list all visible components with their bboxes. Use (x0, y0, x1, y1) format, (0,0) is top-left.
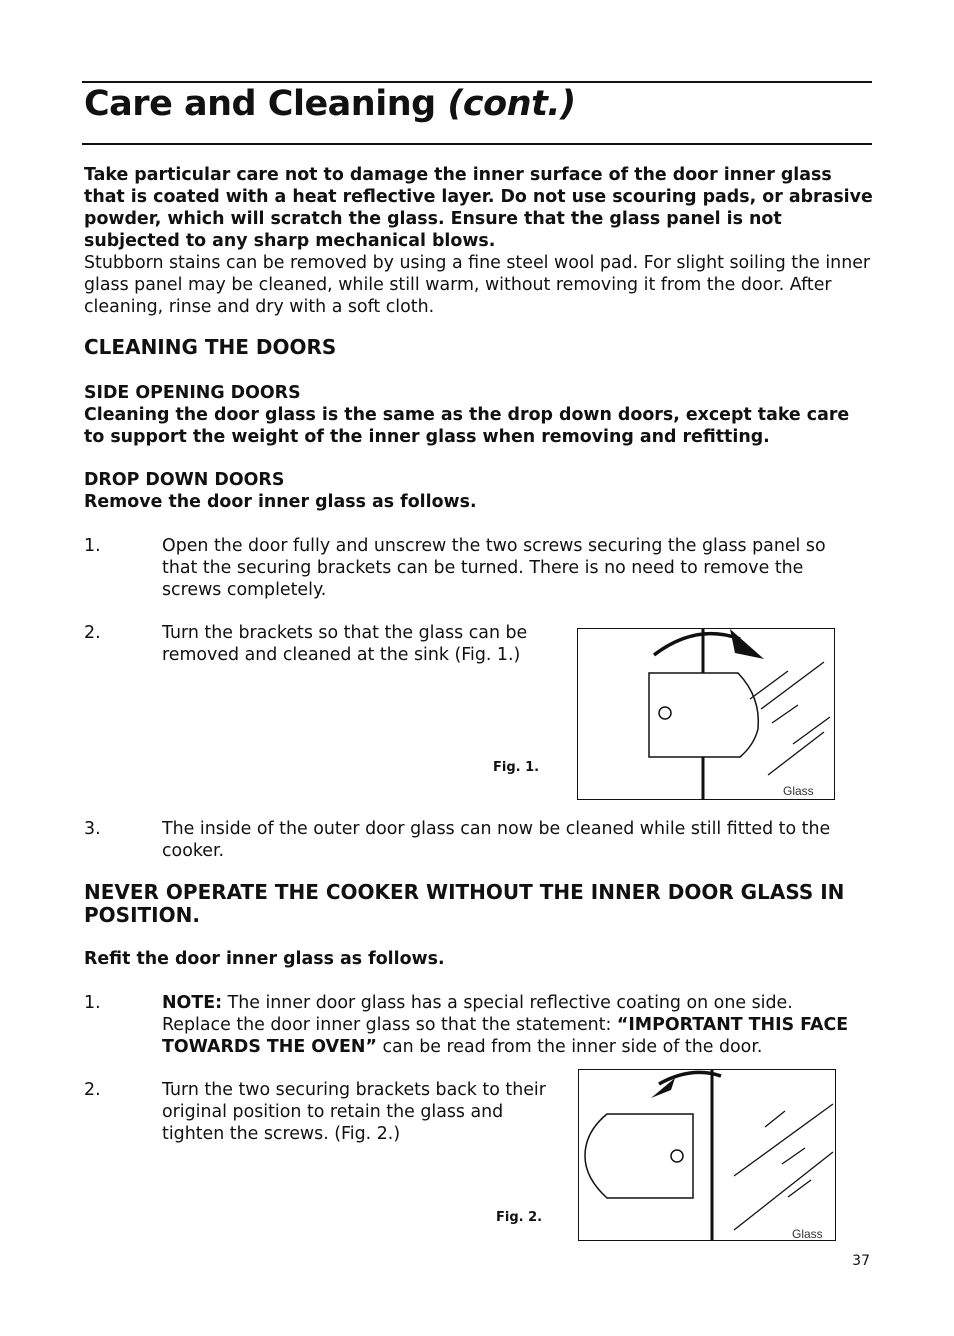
note-text-b: can be read from the inner side of the door. (382, 1037, 763, 1057)
fig1-glass-line (768, 732, 824, 775)
refit-subheading: Refit the door inner glass as follows. (84, 949, 445, 969)
page-title-cont: (cont.) (447, 84, 576, 124)
page-number: 37 (852, 1253, 870, 1269)
fig1-glass-line (761, 662, 824, 709)
side-opening-text: Cleaning the door glass is the same as the drop down doors, except take care to support the weight of the inner glass when removing and refitting. (84, 405, 850, 447)
glass-care-warning: Take particular care not to damage the inner surface of the door inner glass that is coated with a heat reflective layer. Do not use scouring pads, or abrasive powder, which will scratch the glass. Ensure that the glass panel is not subjected to any sharp mechanical blows. (84, 165, 873, 251)
fig1-rotation-arc (654, 634, 740, 655)
step-text: Turn the brackets so that the glass can be removed and cleaned at the sink (Fig. 1.) (162, 623, 528, 665)
fig2-screw-icon (671, 1150, 683, 1162)
fig2-glass-line (765, 1111, 785, 1127)
fig2-diagram (578, 1069, 836, 1241)
fig1-glass-label: Glass (783, 784, 814, 798)
step-number: 2. (84, 623, 101, 643)
fig1-svg (578, 629, 834, 799)
fig2-glass-line (734, 1104, 833, 1176)
fig1-diagram (577, 628, 835, 800)
step-number: 2. (84, 1080, 101, 1100)
fig1-arrowhead-icon (730, 629, 764, 659)
fig1-label: Fig. 1. (493, 760, 540, 775)
note-text-a: The inner door glass has a special reflective coating on one side. Replace the door inner glass so that the statement: (162, 993, 793, 1035)
page-title-main: Care and Cleaning (84, 84, 436, 124)
drop-down-subheading: Remove the door inner glass as follows. (84, 492, 477, 512)
note-label: NOTE: (162, 993, 223, 1013)
fig1-glass-line (793, 717, 830, 744)
important-statement: “IMPORTANT THIS FACE TOWARDS THE OVEN” (162, 1015, 849, 1057)
step-text: The inside of the outer door glass can now be cleaned while still fitted to the cooker. (162, 819, 831, 861)
fig2-svg (579, 1070, 835, 1240)
cleaning-doors-heading: CLEANING THE DOORS (84, 335, 337, 359)
title-rule (82, 143, 872, 145)
fig1-glass-line (772, 705, 798, 723)
stain-removal-text: Stubborn stains can be removed by using a fine steel wool pad. For slight soiling the inner glass panel may be cleaned, while still warm, without removing it from the door. After cleaning, rinse and dry with a soft cloth. (84, 253, 871, 317)
step-number: 1. (84, 993, 101, 1013)
drop-down-heading: DROP DOWN DOORS (84, 470, 285, 490)
fig2-label: Fig. 2. (496, 1210, 543, 1225)
fig2-glass-label: Glass (792, 1227, 823, 1240)
top-rule (82, 81, 872, 83)
fig1-glass-line (750, 671, 788, 699)
page-title (84, 84, 576, 124)
refit-step-1-text (162, 992, 862, 1058)
step-text: Open the door fully and unscrew the two screws securing the glass panel so that the securing brackets can be turned. There is no need to remove the screws completely. (162, 536, 826, 600)
fig2-glass-line (782, 1148, 805, 1164)
side-opening-heading: SIDE OPENING DOORS (84, 383, 301, 403)
step-text: Turn the two securing brackets back to their original position to retain the glass and tighten the screws. (Fig. 2.) (162, 1080, 546, 1144)
never-operate-warning: NEVER OPERATE THE COOKER WITHOUT THE INNER DOOR GLASS IN POSITION. (84, 880, 845, 927)
step-number: 3. (84, 819, 101, 839)
fig2-glass-line (788, 1180, 811, 1197)
step-number: 1. (84, 536, 101, 556)
fig1-screw-icon (659, 707, 671, 719)
